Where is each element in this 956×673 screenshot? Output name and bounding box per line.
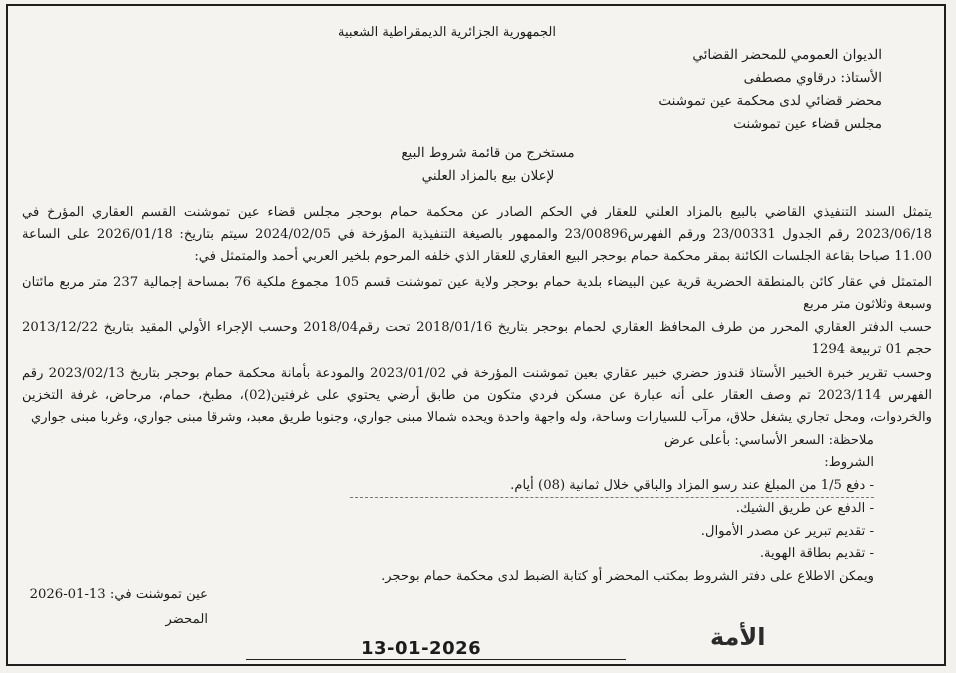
paragraph-expert-report: وحسب تقرير خبرة الخبير الأستاذ قندوز حضري خبير عقاري بعين تموشنت المؤرخة في 2023/01/02 والمودعة بأمانة محكمة حمام بوحجر بتاريخ 2023/02/13 رقم الفهرس 2023/114 تم وصف العقار على أنه عبارة عن مسكن فردي متكون من طابق أرضي يحتوي على غرفتين(02)، مطبخ، حمام، مرحاض، غرفة التخزين والخردوات، ومحل تجاري يشغل حلاق، مرآب للسيارات وساحة، وله واجهة واحدة ويحده شمالا مبنى جواري، وجنوبا طريق معبد، وشرقا مبنى جواري، وغربا مبنى جواري bbox=[22, 366, 933, 425]
issue-date: 13-01-2026 bbox=[361, 638, 482, 659]
signature-role: المحضر bbox=[165, 611, 208, 627]
condition-item: - تقديم تبرير عن مصدر الأموال. bbox=[700, 523, 874, 539]
newspaper-logo bbox=[632, 623, 766, 651]
office-line: الديوان العمومي للمحضر القضائي bbox=[692, 47, 882, 63]
office-line: مجلس قضاء عين تموشنت bbox=[733, 116, 882, 132]
condition-item: - دفع 1/5 من المبلغ عند رسو المزاد والباقي خلال ثمانية (08) أيام. bbox=[350, 475, 874, 499]
signature-block bbox=[28, 584, 208, 631]
newspaper-logo-text: الأمة bbox=[710, 623, 766, 651]
office-line: محضر قضائي لدى محكمة عين تموشنت bbox=[658, 93, 882, 109]
paragraph-title-deed: يتمثل السند التنفيذي القاضي بالبيع بالمزاد العلني للعقار في الحكم الصادر عن محكمة حمام بوحجر مجلس قضاء عين تموشنت القسم العقاري المؤرخ في 2023/06/18 رقم الجدول 23/00331 ورقم الفهرس23/00896 والممهور بالصيغة التنفيذية المؤرخة في 2024/02/05 سيتم بتاريخ: 2026/01/18 على الساعة 11.00 صباحا بقاعة الجلسات الكائنة بمقر محكمة حمام بوحجر البيع العقاري للعقار الذي خلفه المرحوم بلخير العربي أحمد والمتمثل في: bbox=[22, 205, 932, 264]
conditions-heading: الشروط: bbox=[824, 455, 874, 470]
title-line: مستخرج من قائمة شروط البيع bbox=[401, 145, 575, 161]
signature-place-date: عين تموشنت في: 13-01-2026 bbox=[29, 587, 208, 602]
paragraph-land-register: حسب الدفتر العقاري المحرر من طرف المحافظ العقاري لحمام بوحجر بتاريخ 2018/01/16 تحت رقم2018/04 وحسب الإجراء الأولي المقيد بتاريخ 2013/12/22 حجم 01 تربيعة 1294 bbox=[22, 320, 933, 357]
republic-heading: الجمهورية الجزائرية الديمقراطية الشعبية bbox=[338, 25, 556, 40]
conditions-block bbox=[350, 452, 874, 588]
conditions-footer: ويمكن الاطلاع على دفتر الشروط بمكتب المحضر أو كتابة الضبط لدى محكمة حمام بوحجر. bbox=[381, 568, 874, 584]
title-line: لإعلان بيع بالمزاد العلني bbox=[421, 168, 555, 184]
office-line: الأستاذ: درقاوي مصطفى bbox=[743, 70, 882, 86]
document-page bbox=[6, 4, 946, 666]
condition-item: - الدفع عن طريق الشيك. bbox=[735, 501, 874, 516]
office-block bbox=[658, 44, 882, 136]
note-base-price: ملاحظة: السعر الأساسي: بأعلى عرض bbox=[663, 433, 874, 448]
condition-item: - تقديم بطاقة الهوية. bbox=[759, 546, 874, 561]
paragraph-property: المتمثل في عقار كائن بالمنطقة الحضرية قرية عين البيضاء بلدية حمام بوحجر ولاية عين تموشنت قسم 105 مجموع ملكية 76 بمساحة إجمالية 237 متر مربع مائتان وسبعة وثلاثون متر مربع bbox=[22, 275, 933, 312]
issue-underline bbox=[246, 659, 626, 660]
document-title bbox=[363, 142, 613, 188]
